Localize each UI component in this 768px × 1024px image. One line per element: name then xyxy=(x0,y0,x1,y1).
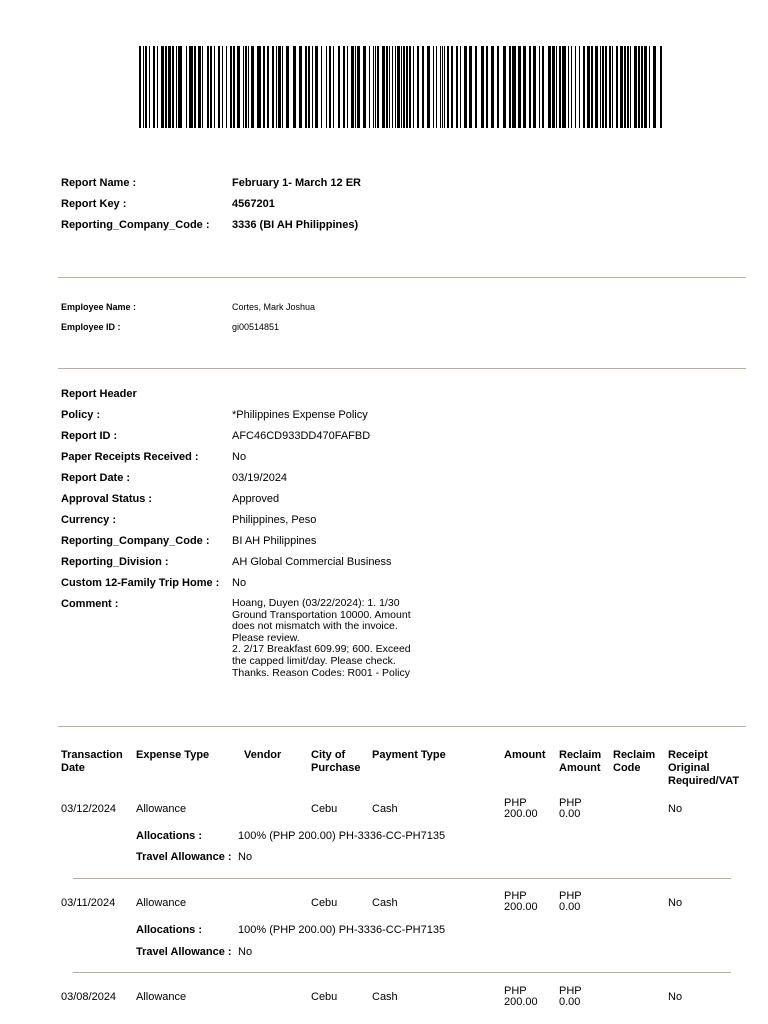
row-reclaim-amount: PHP 0.00 xyxy=(559,797,582,820)
reporting-division-value: AH Global Commercial Business xyxy=(232,556,392,568)
report-id-value: AFC46CD933DD470FAFBD xyxy=(232,430,371,442)
family-trip-label: Custom 12-Family Trip Home : xyxy=(61,577,220,589)
paper-receipts-label: Paper Receipts Received : xyxy=(61,451,199,463)
company-code-label: Reporting_Company_Code : xyxy=(61,219,210,231)
row-travel-allowance-label: Travel Allowance : xyxy=(136,946,232,958)
col-city: City of Purchase xyxy=(311,749,361,774)
row-reclaim-amount: PHP 0.00 xyxy=(559,890,582,913)
company-code-value: 3336 (BI AH Philippines) xyxy=(232,219,359,231)
report-name-value: February 1- March 12 ER xyxy=(232,177,361,189)
report-key-value: 4567201 xyxy=(232,198,275,210)
row-allocations-label: Allocations : xyxy=(136,830,203,842)
row-expense-type: Allowance xyxy=(136,803,187,815)
row-amount: PHP 200.00 xyxy=(504,890,538,913)
row-city: Cebu xyxy=(311,803,338,815)
report-key-label: Report Key : xyxy=(61,198,127,210)
row-payment-type: Cash xyxy=(372,991,398,1003)
row-city: Cebu xyxy=(311,991,338,1003)
col-vendor: Vendor xyxy=(244,749,282,761)
approval-status-label: Approval Status : xyxy=(61,493,153,505)
employee-name-value: Cortes, Mark Joshua xyxy=(232,302,316,312)
col-expense-type: Expense Type xyxy=(136,749,210,761)
col-transaction-date: Transaction Date xyxy=(61,749,123,774)
policy-label: Policy : xyxy=(61,409,101,421)
row-allocations-label: Allocations : xyxy=(136,924,203,936)
barcode-image xyxy=(139,46,665,128)
col-reclaim-code: Reclaim Code xyxy=(613,749,656,774)
row-expense-type: Allowance xyxy=(136,897,187,909)
row-divider xyxy=(73,972,731,973)
row-reclaim-amount: PHP 0.00 xyxy=(559,985,582,1008)
comment-value: Hoang, Duyen (03/22/2024): 1. 1/30 Ground Transportation 10000. Amount does not mismatch with the invoice. Please review. 2. 2/17 Breakfast 609.99; 600. Exceed the capped limit/day. Please check. Thanks. Reason Codes: R001 - Policy xyxy=(232,597,411,679)
row-receipt: No xyxy=(668,803,683,815)
row-date: 03/11/2024 xyxy=(61,897,116,909)
row-divider xyxy=(73,878,731,879)
approval-status-value: Approved xyxy=(232,493,280,505)
row-expense-type: Allowance xyxy=(136,991,187,1003)
report-header-title: Report Header xyxy=(61,388,137,400)
reporting-company-code-label: Reporting_Company_Code : xyxy=(61,535,210,547)
row-travel-allowance-value: No xyxy=(238,851,253,863)
employee-id-value: gi00514851 xyxy=(232,322,280,332)
row-receipt: No xyxy=(668,991,683,1003)
currency-value: Philippines, Peso xyxy=(232,514,317,526)
row-city: Cebu xyxy=(311,897,338,909)
row-amount: PHP 200.00 xyxy=(504,797,538,820)
comment-label: Comment : xyxy=(61,598,119,610)
section-divider xyxy=(58,368,746,369)
row-allocations-value: 100% (PHP 200.00) PH-3336-CC-PH7135 xyxy=(238,924,446,936)
family-trip-value: No xyxy=(232,577,247,589)
report-name-label: Report Name : xyxy=(61,177,137,189)
row-allocations-value: 100% (PHP 200.00) PH-3336-CC-PH7135 xyxy=(238,830,446,842)
employee-id-label: Employee ID : xyxy=(61,322,121,332)
paper-receipts-value: No xyxy=(232,451,247,463)
row-payment-type: Cash xyxy=(372,897,398,909)
row-date: 03/08/2024 xyxy=(61,991,117,1003)
reporting-division-label: Reporting_Division : xyxy=(61,556,169,568)
section-divider xyxy=(58,726,746,727)
report-date-value: 03/19/2024 xyxy=(232,472,288,484)
employee-name-label: Employee Name : xyxy=(61,302,137,312)
row-receipt: No xyxy=(668,897,683,909)
row-payment-type: Cash xyxy=(372,803,398,815)
section-divider xyxy=(58,277,746,278)
report-date-label: Report Date : xyxy=(61,472,131,484)
row-travel-allowance-label: Travel Allowance : xyxy=(136,851,232,863)
currency-label: Currency : xyxy=(61,514,117,526)
col-receipt: Receipt Original Required/VAT xyxy=(668,749,740,787)
policy-value: *Philippines Expense Policy xyxy=(232,409,368,421)
report-id-label: Report ID : xyxy=(61,430,118,442)
col-payment-type: Payment Type xyxy=(372,749,446,761)
reporting-company-code-value: BI AH Philippines xyxy=(232,535,317,547)
col-reclaim-amount: Reclaim Amount xyxy=(559,749,602,774)
row-date: 03/12/2024 xyxy=(61,803,117,815)
row-travel-allowance-value: No xyxy=(238,946,253,958)
col-amount: Amount xyxy=(504,749,546,761)
row-amount: PHP 200.00 xyxy=(504,985,538,1008)
